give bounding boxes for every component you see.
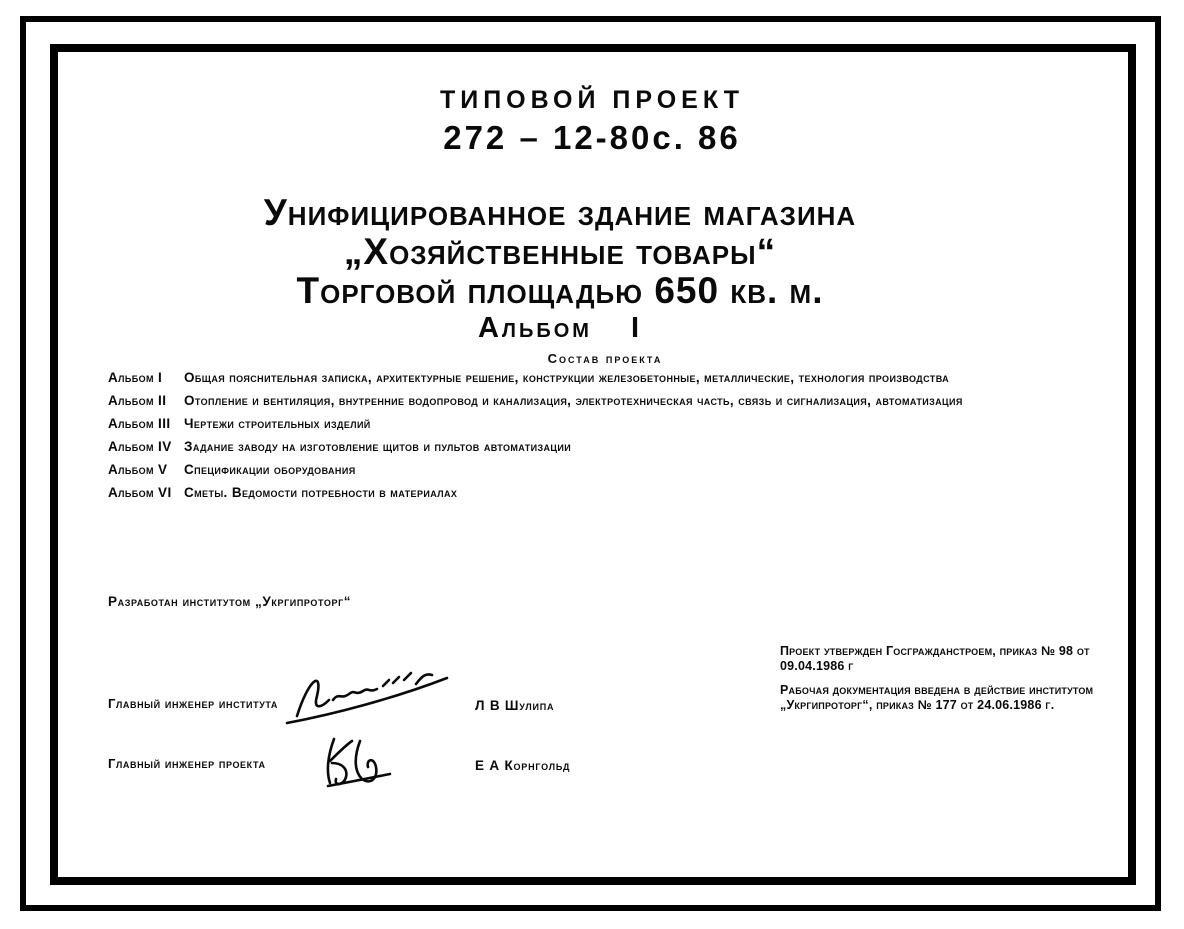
document-number: 272 – 12-80с. 86 — [443, 119, 741, 156]
title-line-3: Торговой площадью 650 кв. м. — [296, 270, 824, 311]
album-description: Отопление и вентиляция, внутренние водопровод и канализация, электротехническая часть, связь и сигнализация, автоматизация — [184, 393, 963, 408]
album-label: Альбом IV — [108, 439, 172, 454]
album-label: Альбом VI — [108, 485, 172, 500]
composition-item — [108, 369, 1048, 386]
album-description: Сметы. Ведомости потребности в материалах — [184, 485, 458, 500]
composition-item — [108, 438, 1048, 455]
title-line-2: „Хозяйственные товары“ — [343, 231, 777, 272]
composition-list — [108, 369, 1048, 507]
main-title — [60, 193, 1060, 310]
signature-project-engineer-icon — [318, 733, 400, 791]
album-label: Альбом II — [108, 393, 167, 408]
album-label: Альбом III — [108, 416, 171, 431]
album-description: Спецификации оборудования — [184, 462, 356, 477]
album-description: Общая пояснительная записка, архитектурные решение, конструкции железобетонные, металлические, технология производства — [184, 370, 950, 385]
working-docs-order: Рабочая документация введена в действие институтом „Укргипроторг“, приказ № 177 от 24.06.1986 г. — [780, 683, 1094, 712]
title-line-1: Унифицированное здание магазина — [263, 192, 857, 233]
signature-institute-engineer-icon — [283, 668, 451, 728]
composition-item — [108, 461, 1048, 478]
composition-heading: Состав проекта — [547, 351, 663, 366]
album-label: Альбом V — [108, 462, 168, 477]
developed-by-line: Разработан институтом „Укргипроторг“ — [108, 594, 352, 609]
approval-order: Проект утвержден Госгражданстроем, приказ № 98 от 09.04.1986 г — [780, 644, 1090, 673]
album-label: Альбом I — [108, 370, 163, 385]
album-description: Чертежи строительных изделий — [184, 416, 371, 431]
signature-role-institute-engineer: Главный инженер института — [108, 696, 279, 711]
album-description: Задание заводу на изготовление щитов и пультов автоматизации — [184, 439, 572, 454]
approval-block — [780, 644, 1152, 713]
document-type-label: ТИПОВОЙ ПРОЕКТ — [439, 86, 745, 114]
signature-role-project-engineer: Главный инженер проекта — [108, 756, 266, 771]
signature-name-project-engineer: Е А Корнгольд — [475, 758, 571, 773]
signature-name-institute-engineer: Л В Шулипа — [475, 698, 555, 713]
composition-item — [108, 392, 1048, 409]
album-heading: Альбом I — [477, 312, 643, 344]
composition-item — [108, 415, 1048, 432]
composition-item — [108, 484, 1048, 501]
